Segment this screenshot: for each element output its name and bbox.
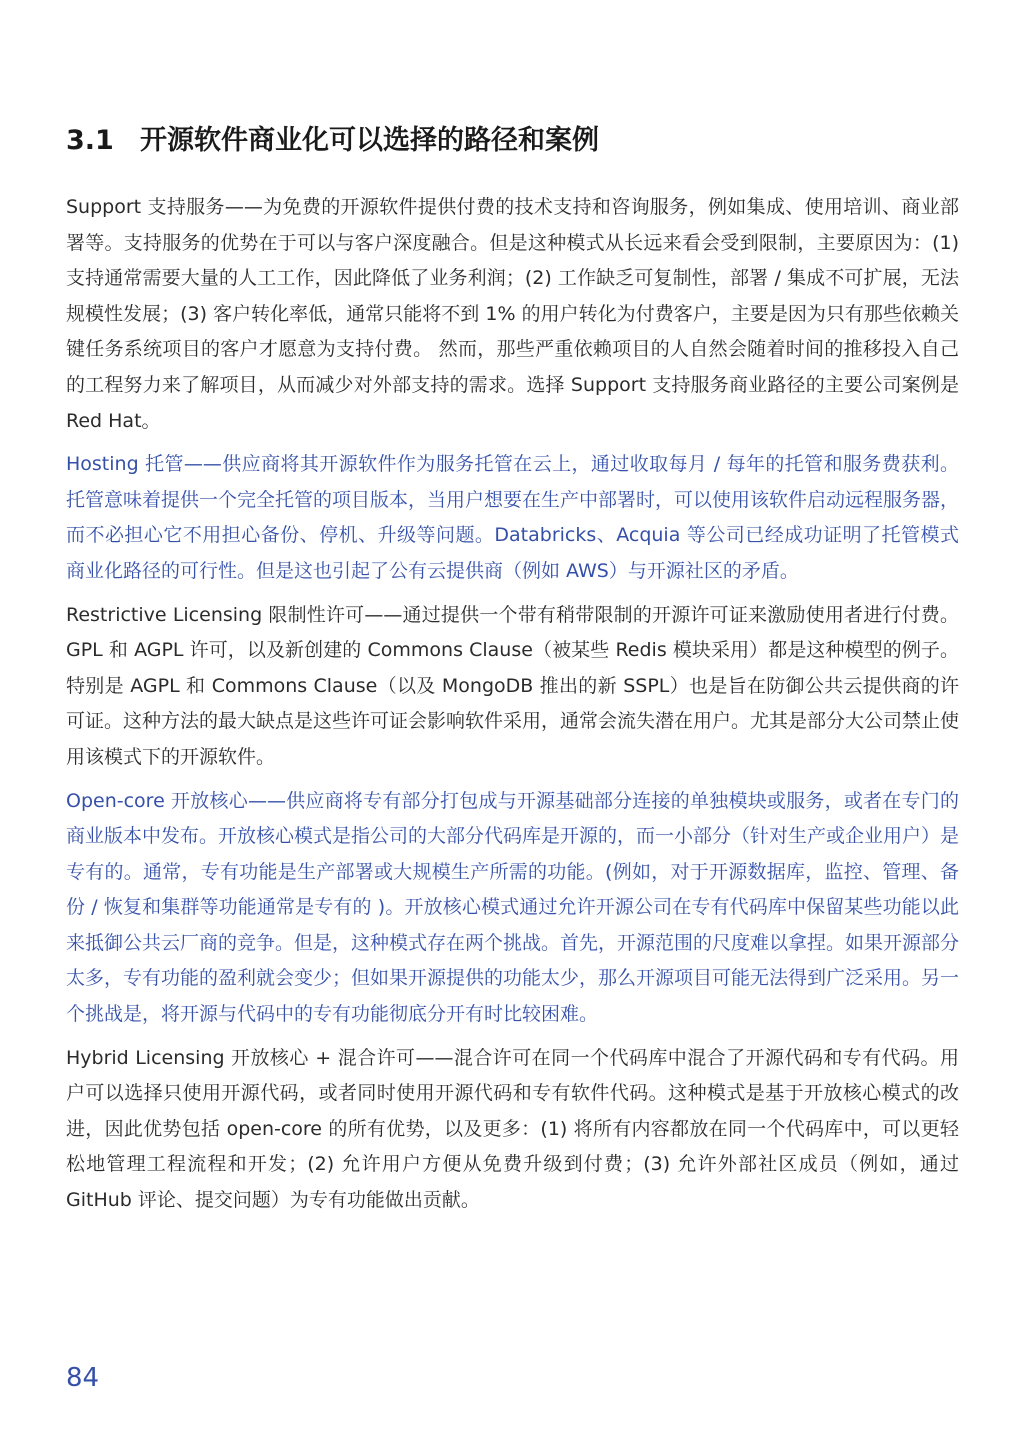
section-heading [66, 121, 966, 161]
page-number: 84 [66, 1363, 100, 1393]
paragraph-restrictive-licensing: Restrictive Licensing 限制性许可——通过提供一个带有稍带限制的开源许可证来激励使用者进行付费。GPL 和 AGPL 许可，以及新创建的 Commons Clause（被某些 Redis 模块采用）都是这种模型的例子。特别是 AGPL 和 Commons Clause（以及 MongoDB 推出的新 SSPL）也是旨在防御公共云提供商的许可证。这种方法的最大缺点是这些许可证会影响软件采用，通常会流失潜在用户。尤其是部分大公司禁止使用该模式下的开源软件。 [66, 603, 960, 768]
paragraph-hybrid-licensing: Hybrid Licensing 开放核心 + 混合许可——混合许可在同一个代码库中混合了开源代码和专有代码。用户可以选择只使用开源代码，或者同时使用开源代码和专有软件代码。这种模式是基于开放核心模式的改进，因此优势包括 open-core 的所有优势，以及更多：(1) 将所有内容都放在同一个代码库中，可以更轻松地管理工程流程和开发；(2) 允许用户方便从免费升级到付费；(3) 允许外部社区成员（例如，通过 GitHub 评论、提交问题）为专有功能做出贡献。 [66, 1046, 959, 1212]
paragraph-hosting: Hosting 托管——供应商将其开源软件作为服务托管在云上，通过收取每月 / 每年的托管和服务费获利。托管意味着提供一个完全托管的项目版本，当用户想要在生产中部署时，可以使用该软件启动远程服务器，而不必担心它不用担心备份、停机、升级等问题。Databricks、Acquia 等公司已经成功证明了托管模式商业化路径的可行性。但是这也引起了公有云提供商（例如 AWS）与开源社区的矛盾。 [66, 453, 960, 582]
paragraph-support: Support 支持服务——为免费的开源软件提供付费的技术支持和咨询服务，例如集成、使用培训、商业部署等。支持服务的优势在于可以与客户深度融合。但是这种模式从长远来看会受到限制，主要原因为：(1) 支持通常需要大量的人工工作，因此降低了业务利润；(2) 工作缺乏可复制性，部署 / 集成不可扩展，无法规模性发展；(3) 客户转化率低，通常只能将不到 1% 的用户转化为付费客户，主要是因为只有那些依赖关键任务系统项目的客户才愿意为支持付费。 然而，那些严重依赖项目的人自然会随着时间的推移投入自己的工程努力来了解项目，从而减少对外部支持的需求。选择 Support 支持服务商业路径的主要公司案例是 Red Hat。 [66, 196, 959, 432]
body-text [66, 190, 959, 1227]
paragraph-open-core: Open-core 开放核心——供应商将专有部分打包成与开源基础部分连接的单独模块或服务，或者在专门的商业版本中发布。开放核心模式是指公司的大部分代码库是开源的，而一小部分（针对生产或企业用户）是专有的。通常，专有功能是生产部署或大规模生产所需的功能。(例如，对于开源数据库，监控、管理、备份 / 恢复和集群等功能通常是专有的 )。开放核心模式通过允许开源公司在专有代码库中保留某些功能以此来抵御公共云厂商的竞争。但是，这种模式存在两个挑战。首先，开源范围的尺度难以拿捏。如果开源部分太多，专有功能的盈利就会变少；但如果开源提供的功能太少，那么开源项目可能无法得到广泛采用。另一个挑战是，将开源与代码中的专有功能彻底分开有时比较困难。 [66, 789, 960, 1026]
section-title: 开源软件商业化可以选择的路径和案例 [140, 125, 599, 156]
section-number: 3.1 [66, 125, 114, 156]
